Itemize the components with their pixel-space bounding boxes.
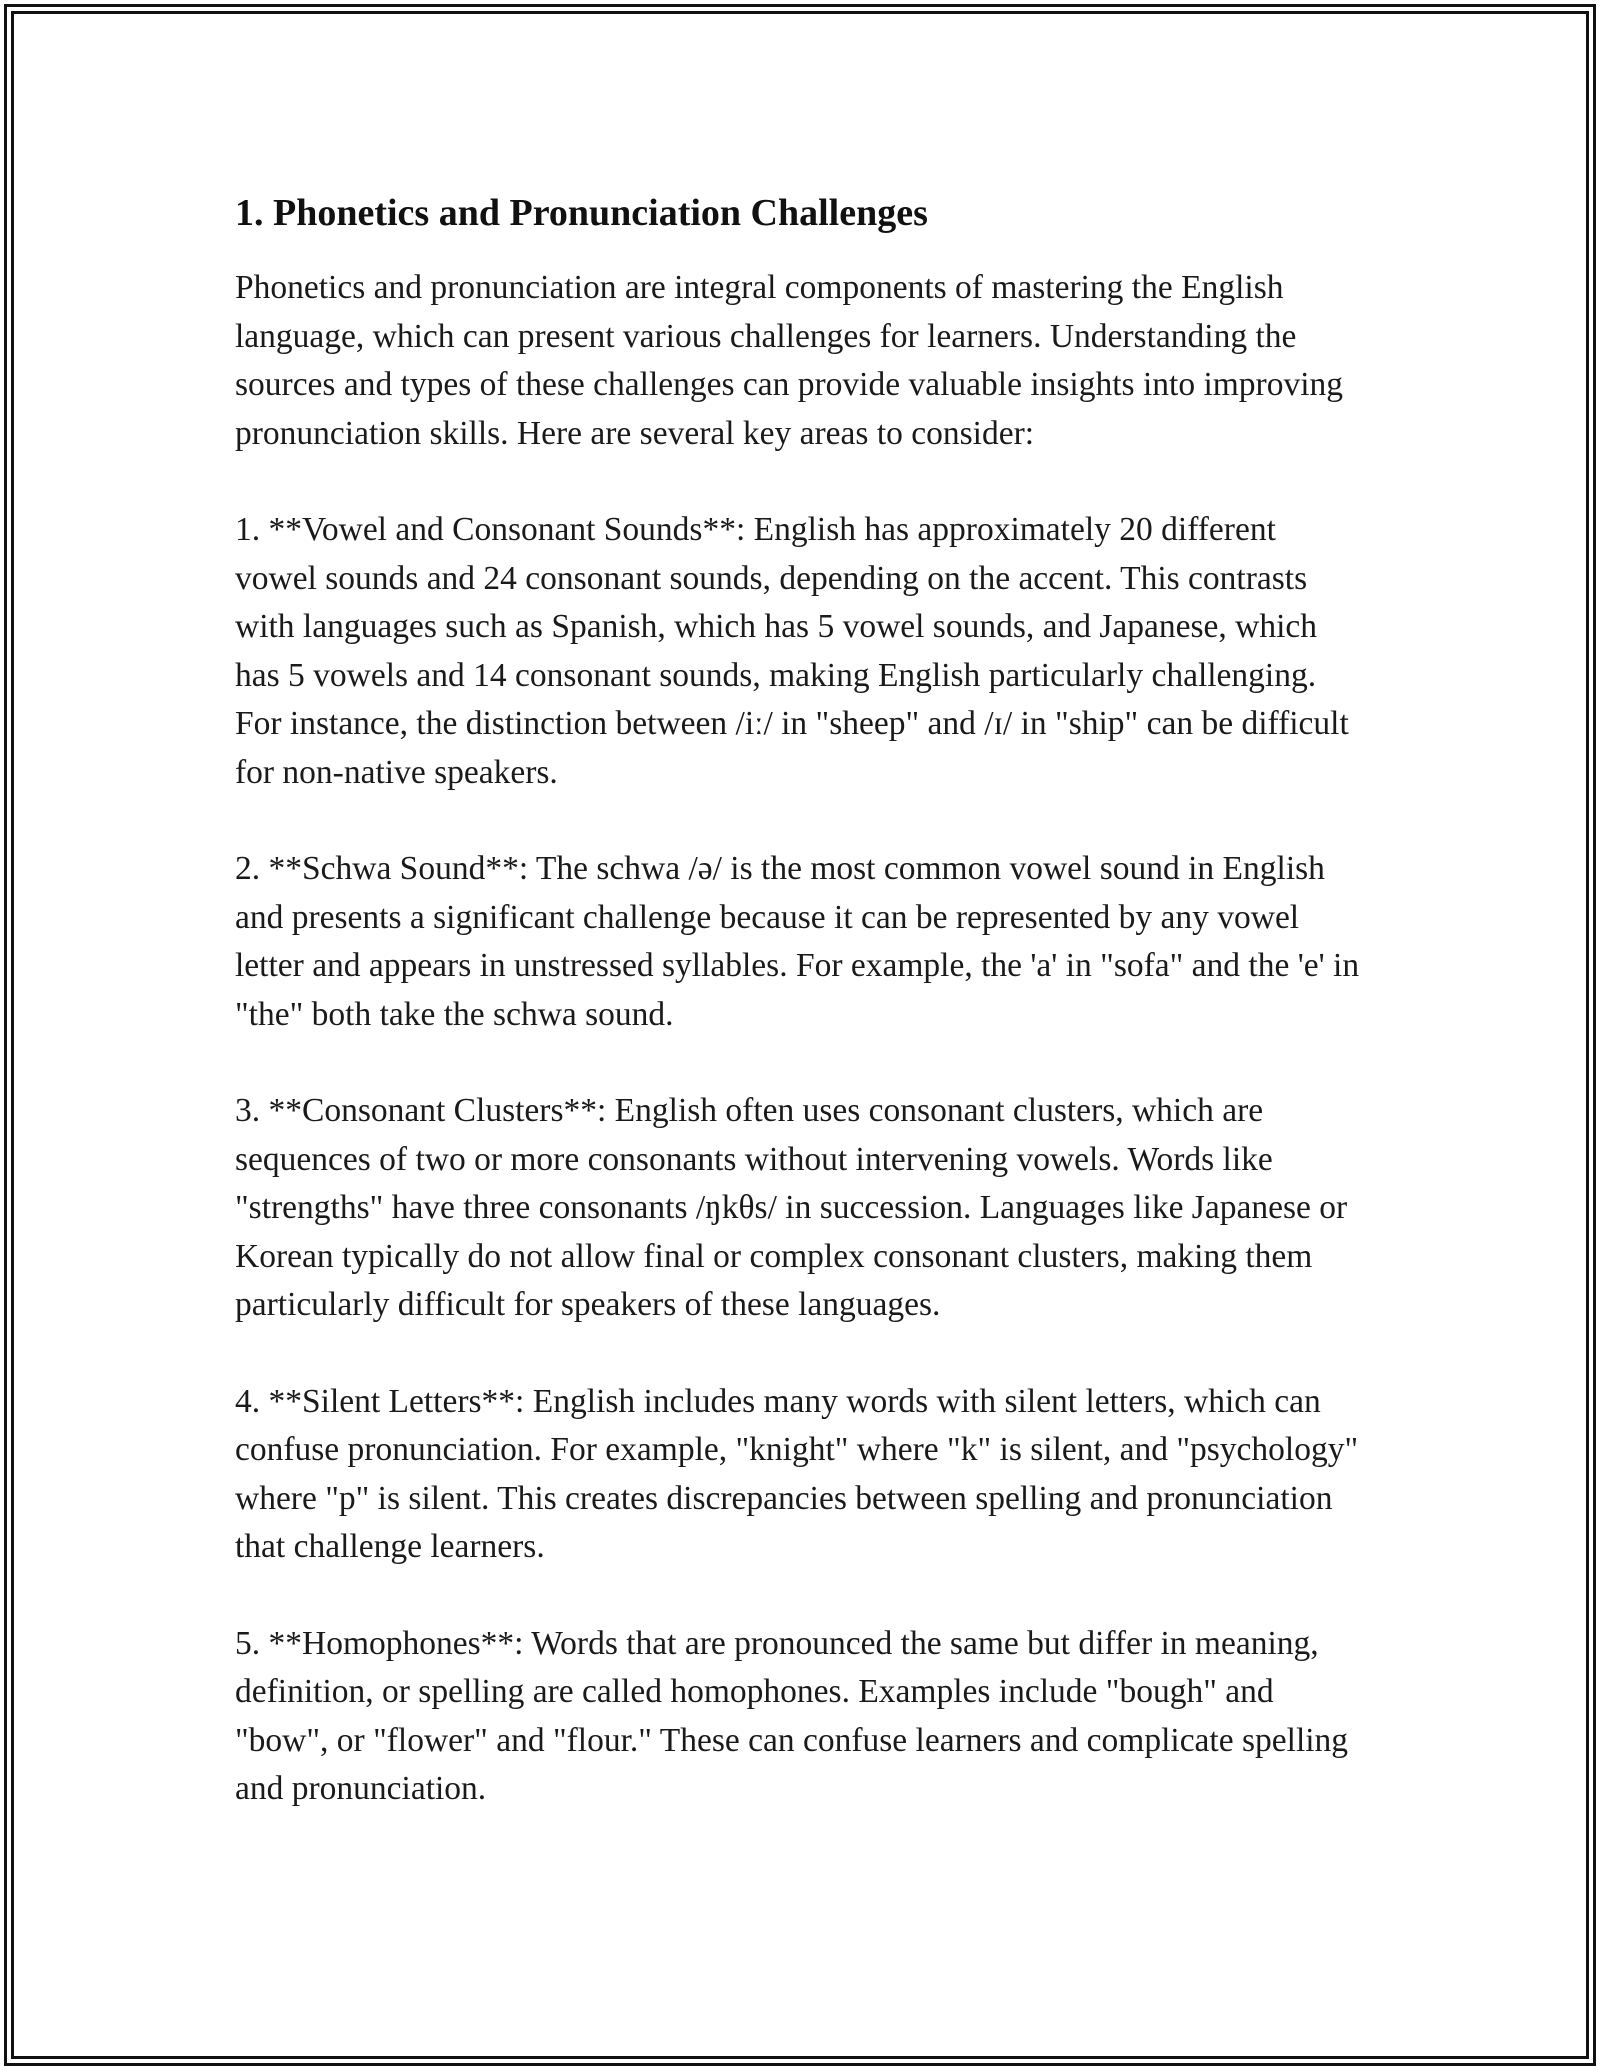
document-body	[235, 186, 1365, 1862]
section-heading: 1. Phonetics and Pronunciation Challenges	[235, 192, 928, 234]
list-item-consonant-clusters: 3. **Consonant Clusters**: English often uses consonant clusters, which are sequences of two or more consonants without intervening vowels. Words like "strengths" have three consonants /ŋkθs/ in succession. Languages like Japanese or Korean typically do not allow final or complex consonant clusters, making them particularly difficult for speakers of these languages.	[235, 1092, 1348, 1323]
list-item-vowel-consonant-sounds: 1. **Vowel and Consonant Sounds**: English has approximately 20 different vowel sounds and 24 consonant sounds, depending on the accent. This contrasts with languages such as Spanish, which has 5 vowel sounds, and Japanese, which has 5 vowels and 14 consonant sounds, making English particularly challenging. For instance, the distinction between /iː/ in "sheep" and /ɪ/ in "ship" can be difficult for non-native speakers.	[235, 511, 1349, 791]
list-item-homophones: 5. **Homophones**: Words that are pronounced the same but differ in meaning, definition, or spelling are called homophones. Examples include "bough" and "bow", or "flower" and "flour." These can confuse learners and complicate spelling and pronunciation.	[235, 1624, 1349, 1807]
list-item-schwa-sound: 2. **Schwa Sound**: The schwa /ə/ is the most common vowel sound in English and presents a significant challenge because it can be represented by any vowel letter and appears in unstressed syllables. For example, the 'a' in "sofa" and the 'e' in "the" both take the schwa sound.	[235, 850, 1360, 1033]
list-item-silent-letters: 4. **Silent Letters**: English includes many words with silent letters, which can confuse pronunciation. For example, "knight" where "k" is silent, and "psychology" where "p" is silent. This creates discrepancies between spelling and pronunciation that challenge learners.	[235, 1382, 1359, 1565]
intro-paragraph: Phonetics and pronunciation are integral components of mastering the English language, which can present various challenges for learners. Understanding the sources and types of these challenges can provide valuable insights into improving pronunciation skills. Here are several key areas to consider:	[235, 269, 1344, 452]
